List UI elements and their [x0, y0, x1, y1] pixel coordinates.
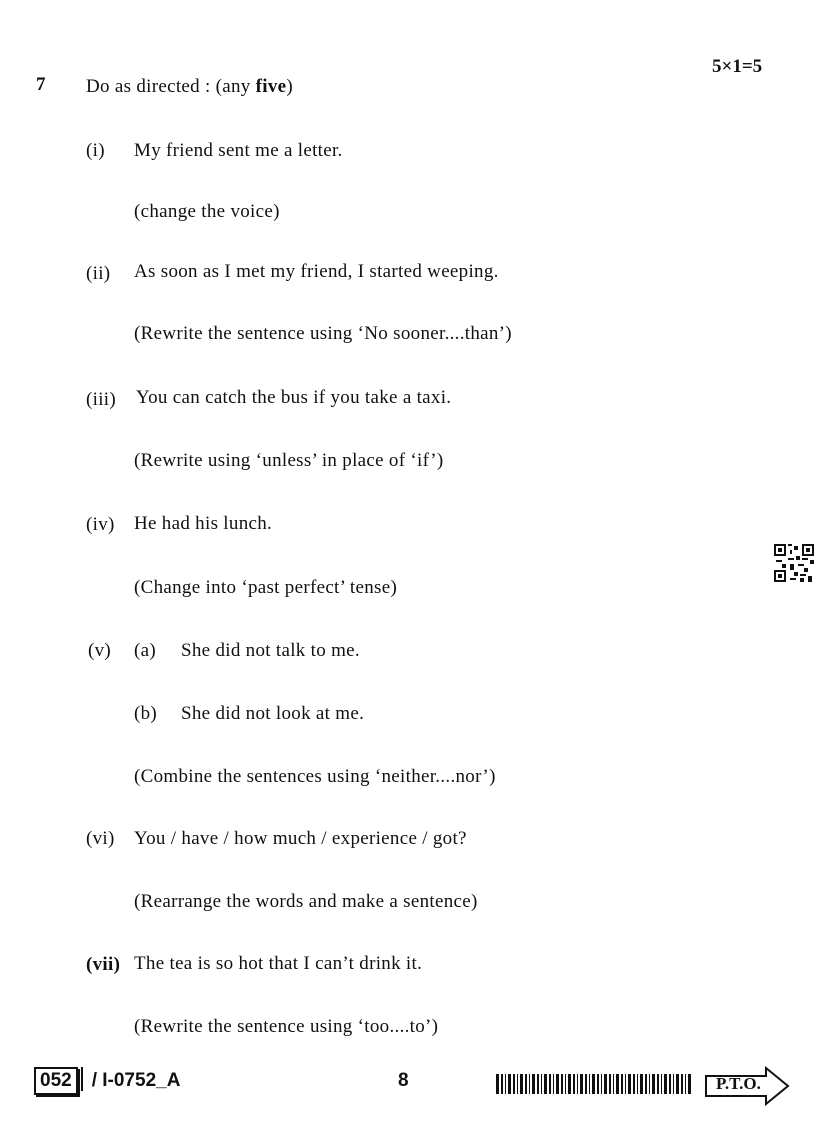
sub-item-b: (b): [134, 703, 158, 724]
instruction-vi: (Rearrange the words and make a sentence): [134, 891, 478, 912]
item-text-vi: You / have / how much / experience / got?: [134, 828, 467, 849]
barcode-icon: [496, 1074, 692, 1094]
item-text-v-a: She did not talk to me.: [181, 640, 360, 661]
item-text-i: My friend sent me a letter.: [134, 140, 343, 161]
item-text-iv: He had his lunch.: [134, 513, 273, 534]
item-number-v: (v): [88, 640, 112, 661]
paper-code: [34, 1067, 180, 1095]
instruction-v: (Combine the sentences using ‘neither....nor’): [134, 766, 496, 787]
instruction-iii: (Rewrite using ‘unless’ in place of ‘if’): [134, 450, 444, 471]
page-number: 8: [398, 1070, 409, 1091]
pto-arrow: [704, 1066, 790, 1106]
item-text-ii: As soon as I met my friend, I started weeping.: [134, 261, 499, 282]
qr-code-icon: [774, 544, 814, 582]
item-number-vi: (vi): [86, 828, 115, 849]
heading-bold: five: [255, 76, 287, 97]
series-code-box: 052: [34, 1067, 78, 1095]
marks-allocation: 5×1=5: [712, 56, 763, 77]
instruction-i: (change the voice): [134, 201, 280, 222]
instruction-iv: (Change into ‘past perfect’ tense): [134, 577, 398, 598]
item-number-iii: (iii): [86, 389, 116, 410]
sub-item-a: (a): [134, 640, 156, 661]
item-number-iv: (iv): [86, 514, 115, 535]
item-text-iii: You can catch the bus if you take a taxi.: [136, 387, 452, 408]
item-number-vii: (vii): [86, 954, 121, 975]
paper-code-text: / I-0752_A: [91, 1070, 181, 1091]
item-number-ii: (ii): [86, 263, 111, 284]
question-heading: [86, 76, 293, 98]
item-text-vii: The tea is so hot that I can’t drink it.: [134, 953, 423, 974]
heading-end: ): [286, 76, 294, 97]
question-number: 7: [36, 74, 46, 95]
pto-label: P.T.O.: [716, 1074, 761, 1093]
instruction-ii: (Rewrite the sentence using ‘No sooner....than’): [134, 323, 512, 344]
item-number-i: (i): [86, 140, 105, 161]
instruction-vii: (Rewrite the sentence using ‘too....to’): [134, 1016, 439, 1037]
heading-text: Do as directed : (any: [86, 76, 256, 97]
item-text-v-b: She did not look at me.: [181, 703, 365, 724]
